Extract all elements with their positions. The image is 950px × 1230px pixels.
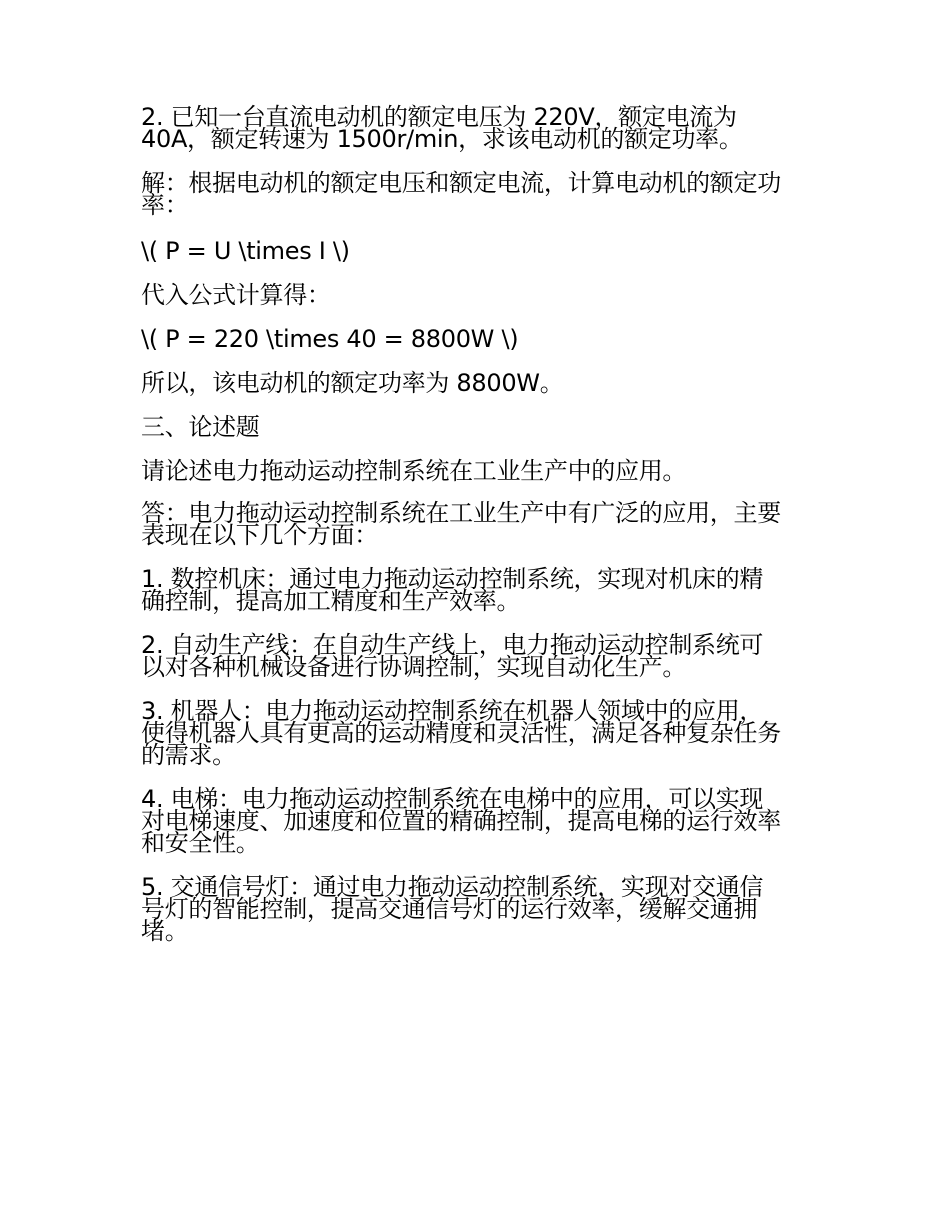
essay-question: 请论述电力拖动运动控制系统在工业生产中的应用。 (141, 457, 687, 485)
list-item-robot: 3. 机器人：电力拖动运动控制系统在机器人领域中的应用， 使得机器人具有更高的运动精度和灵活性，满足各种复杂任务 的需求。 (141, 697, 781, 769)
solution-intro: 解：根据电动机的额定电压和额定电流，计算电动机的额定功 率： (141, 169, 781, 219)
document-page (141, 103, 821, 964)
essay-answer-intro: 答：电力拖动运动控制系统在工业生产中有广泛的应用，主要 表现在以下几个方面： (141, 499, 781, 549)
formula-calculation: \( P = 220 \times 40 = 8800W \) (141, 325, 519, 353)
list-item-production-line: 2. 自动生产线：在自动生产线上，电力拖动运动控制系统可 以对各种机械设备进行协调控制，实现自动化生产。 (141, 631, 764, 681)
question-2-text: 2. 已知一台直流电动机的额定电压为 220V，额定电流为 40A，额定转速为 1500r/min，求该电动机的额定功率。 (141, 103, 743, 153)
list-item-cnc: 1. 数控机床：通过电力拖动运动控制系统，实现对机床的精 确控制，提高加工精度和生产效率。 (141, 565, 764, 615)
list-item-elevator: 4. 电梯：电力拖动运动控制系统在电梯中的应用，可以实现 对电梯速度、加速度和位置的精确控制，提高电梯的运行效率 和安全性。 (141, 785, 781, 857)
section-heading-essay: 三、论述题 (141, 413, 260, 441)
answer-conclusion: 所以，该电动机的额定功率为 8800W。 (141, 369, 564, 397)
substitution-label: 代入公式计算得： (141, 281, 331, 309)
formula-power: \( P = U \times I \) (141, 237, 350, 265)
list-item-traffic-light: 5. 交通信号灯：通过电力拖动运动控制系统，实现对交通信 号灯的智能控制，提高交通信号灯的运行效率，缓解交通拥 堵。 (141, 873, 764, 945)
